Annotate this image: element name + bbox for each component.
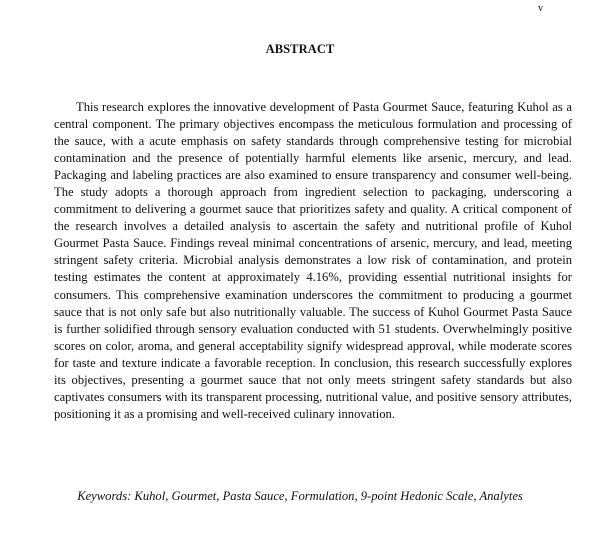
keywords-line: Keywords: Kuhol, Gourmet, Pasta Sauce, Formulation, 9-point Hedonic Scale, Analytes [77, 489, 523, 503]
abstract-heading: ABSTRACT [265, 42, 335, 56]
abstract-body: This research explores the innovative development of Pasta Gourmet Sauce, featuring Kuhol as a central component. The primary objectives encompass the meticulous formulation and processing of the sauce, with a acute emphasis on safety standards through comprehensive testing for microbial contamination and the presence of potentially harmful elements like arsenic, mercury, and lead. Packaging and labeling practices are also examined to ensure transparency and consumer well-being. The study adopts a thorough approach from ingredient selection to packaging, underscoring a commitment to delivering a gourmet sauce that prioritizes safety and quality. A critical component of the research involves a detailed analysis to ascertain the safety and nutritional profile of Kuhol Gourmet Pasta Sauce. Findings reveal minimal concentrations of arsenic, mercury, and lead, meeting stringent safety criteria. Microbial analysis demonstrates a low risk of contamination, and protein testing estimates the content at approximately 4.16%, providing essential nutritional insights for consumers. This comprehensive examination underscores the commitment to producing a gourmet sauce that is not only safe but also nutritionally valuable. The success of Kuhol Gourmet Pasta Sauce is further solidified through sensory evaluation conducted with 51 students. Overwhelmingly positive scores on color, aroma, and general acceptability signify widespread approval, while moderate scores for taste and texture indicate a favorable reception. In conclusion, this research successfully explores its objectives, presenting a gourmet sauce that not only meets stringent safety standards but also captivates consumers with its transparent processing, nutritional value, and positive sensory attributes, positioning it as a promising and well-received culinary innovation. [54, 100, 572, 421]
page-number: v [538, 3, 543, 14]
